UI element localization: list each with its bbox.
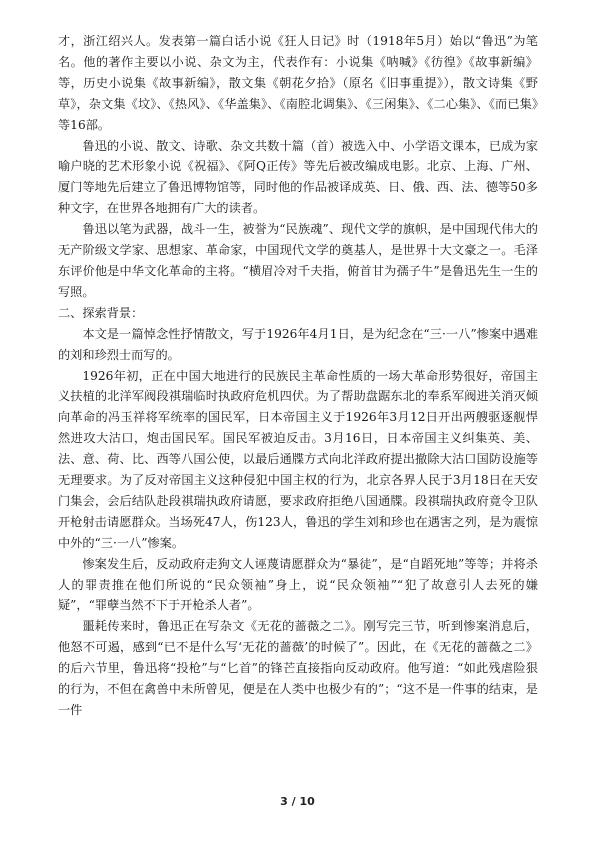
background-paragraph-history: 1926年初，正在中国大地进行的民族民主革命性质的一场大革命形势很好，帝国主义扶植的北洋军阀段祺瑞临时执政府危机四伏。为了帮助盘踞东北的奉系军阀进关消灭倾向革命的冯玉祥将军统率的国民军，日本帝国主义于1926年3月12日开出两艘驱逐舰悍然进攻大沽口，炮击国民军。国民军被迫反击。3月16日，日本帝国主义纠集英、美、法、意、荷、比、西等八国公使，以最后通牒方式向北洋政府提出撤除大沽口国防设施等无理要求。为了反对帝国主义这种侵犯中国主权的行为，北京各界人民于3月18日在天安门集会，会后结队赴段祺瑞执政府请愿，要求政府拒绝八国通牒。段祺瑞执政府竟令卫队开枪射击请愿群众。当场死47人，伤123人，鲁迅的学生刘和珍也在遇害之列，是为震惊中外的“三·一八”惨案。 xyxy=(58,368,538,550)
background-paragraph-aftermath: 惨案发生后，反动政府走狗文人诬蔑请愿群众为“暴徒”，是“自蹈死地”等等；并将杀人的罪责推在他们所说的“民众领袖”身上，说“民众领袖”“犯了故意引人去死的嫌疑”，“罪孽当然不下于开枪杀人者”。 xyxy=(58,556,538,613)
page-number: 3 / 10 xyxy=(280,795,315,808)
background-paragraph-writing: 噩耗传来时，鲁迅正在写杂文《无花的蔷薇之二》。刚写完三节，听到惨案消息后，他怒不可遏，感到“已不是什么写‘无花的蔷薇’的时候了”。因此，在《无花的蔷薇之二》的后六节里，鲁迅将“投枪”与“匕首”的锋芒直接指向反动政府。他写道：“如此残虐险狠的行为，不但在禽兽中未所曾见，便是在人类中也极少有的”；“这不是一件事的结束，是一件 xyxy=(58,619,538,717)
author-intro-paragraph: 才，浙江绍兴人。发表第一篇白话小说《狂人日记》时（1918年5月）始以“鲁迅”为笔名。他的著作主要以小说、杂文为主，代表作有：小说集《呐喊》《彷徨》《故事新编》等，历史小说集《故事新编》，散文集《朝花夕拾》（原名《旧事重提》），散文诗集《野草》，杂文集《坟》、《热风》、《华盖集》、《南腔北调集》、《三闲集》、《二心集》、《而已集》等16部。 xyxy=(58,34,538,132)
document-page xyxy=(58,31,538,721)
author-evaluation-paragraph: 鲁迅以笔为武器，战斗一生，被誉为“民族魂”、现代文学的旗帜，是中国现代伟大的无产阶级文学家、思想家、革命家，中国现代文学的奠基人，是世界十大文豪之一。毛泽东评价他是中华文化革命的主将。“横眉冷对千夫指，俯首甘为孺子牛”是鲁迅先生一生的写照。 xyxy=(58,222,538,299)
section-heading-background: 二、探索背景： xyxy=(58,305,144,320)
background-paragraph-intro: 本文是一篇悼念性抒情散文，写于1926年4月1日，是为纪念在“三·一八”惨案中遇难的刘和珍烈士而写的。 xyxy=(58,326,538,362)
author-works-paragraph: 鲁迅的小说、散文、诗歌、杂文共数十篇（首）被选入中、小学语文课本，已成为家喻户晓的艺术形象小说《祝福》、《阿Q正传》等先后被改编成电影。北京、上海、广州、厦门等地先后建立了鲁迅博物馆等，同时他的作品被译成英、日、俄、西、法、德等50多种文字，在世界各地拥有广大的读者。 xyxy=(58,138,538,216)
